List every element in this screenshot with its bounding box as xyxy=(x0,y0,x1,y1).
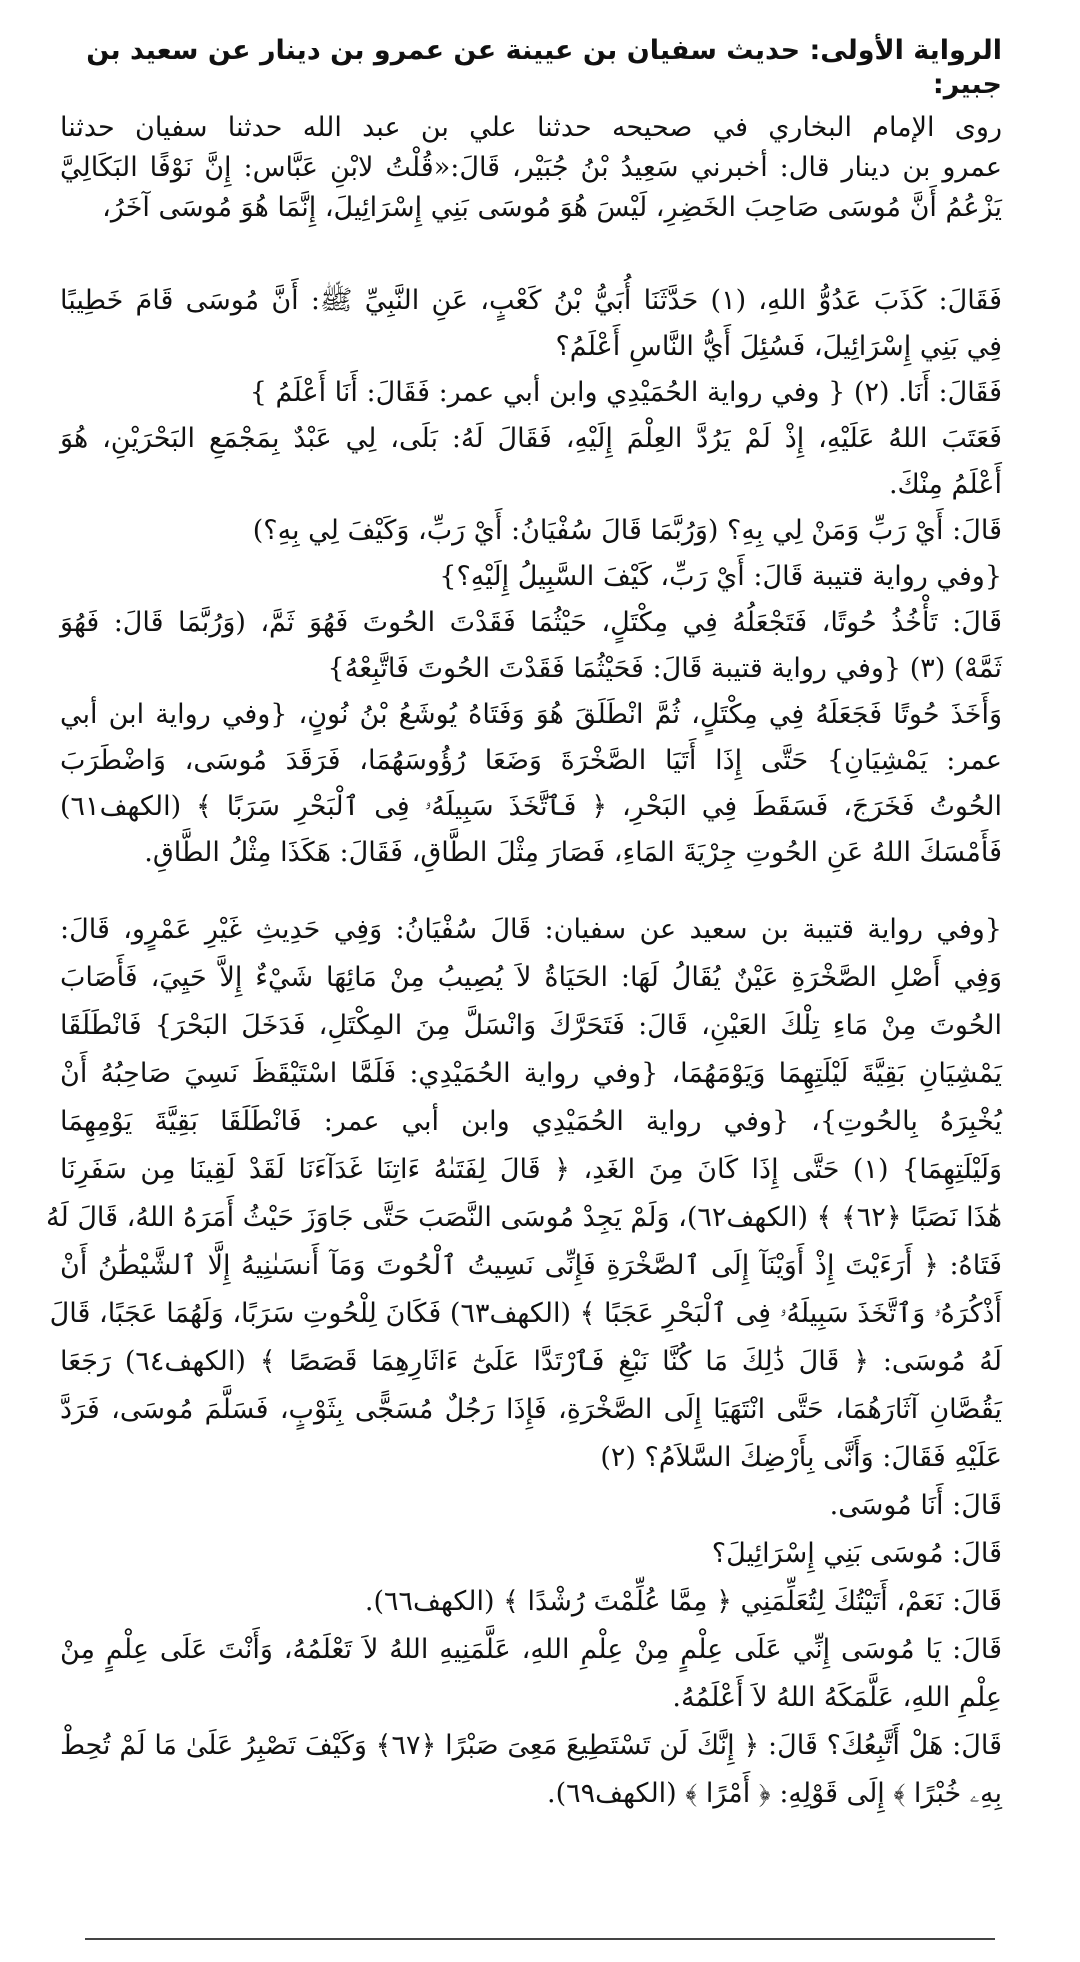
text-line: الحُوتُ فَخَرَجَ، فَسَقَطَ فِي البَحْرِ، ﴿ فَٱتَّخَذَ سَبِيلَهُۥ فِى ٱلْبَحْرِ سَرَبًا ﴾ (الكهف٦١) xyxy=(60,791,1002,822)
paragraph-gap xyxy=(60,876,1002,906)
text-line: أَعْلَمُ مِنْكَ. xyxy=(888,469,1002,500)
text-line: فَقَالَ: كَذَبَ عَدُوُّ اللهِ، (١) حَدَّثَنَا أُبَيُّ بْنُ كَعْبٍ، عَنِ النَّبِيِّ ﷺ: أَنَّ مُوسَى قَامَ خَطِيبًا xyxy=(60,285,1002,316)
text-line: فِي بَنِي إِسْرَائِيلَ، فَسُئِلَ أَيُّ النَّاسِ أَعْلَمُ؟ xyxy=(555,331,1002,362)
text-line: عمرو بن دينار قال: أخبرني سَعِيدُ بْنُ جُبَيْر، قَالَ:«قُلْتُ لابْنِ عَبَّاس: إِنَّ نَوْفًا البَكَالِيَّ xyxy=(60,152,1002,183)
text-line: فَعَتَبَ اللهُ عَلَيْهِ، إِذْ لَمْ يَرُدَّ العِلْمَ إِلَيْهِ، فَقَالَ لَهُ: بَلَى، لِي عَبْدٌ بِمَجْمَعِ البَحْرَيْنِ، هُوَ xyxy=(60,423,1002,454)
text-line: ثَمَّهْ) (٣) {وفي رواية قتيبة قَالَ: فَحَيْثُمَا فَقَدْتَ الحُوتَ فَاتَّبِعْهُ} xyxy=(327,653,1002,684)
text-line: فَقَالَ: أَنَا. (٢) { وفي رواية الحُمَيْدِي وابن أبي عمر: فَقَالَ: أَنَا أَعْلَمُ } xyxy=(249,377,1002,408)
text-line: يَقُصَّانِ آثَارَهُمَا، حَتَّى انْتَهَيَا إِلَى الصَّخْرَةِ، فَإِذَا رَجُلٌ مُسَجًّى بِثَوْبٍ، فَسَلَّمَ مُوسَى، فَرَدَّ xyxy=(60,1394,1002,1425)
text-line: {وفي رواية قتيبة بن سعيد عن سفيان: قَالَ سُفْيَانُ: وَفِي حَدِيثِ غَيْرِ عَمْرٍو، قَالَ: xyxy=(60,914,1002,945)
text-line: عَلَيْهِ فَقَالَ: وَأَنَّى بِأَرْضِكَ السَّلاَمُ؟ (٢) xyxy=(600,1442,1002,1473)
text-line: قَالَ: مُوسَى بَنِي إِسْرَائِيلَ؟ xyxy=(711,1538,1002,1569)
text-line: وَفِي أَصْلِ الصَّخْرَةِ عَيْنٌ يُقَالُ لَهَا: الحَيَاةُ لاَ يُصِيبُ مِنْ مَائِهَا شَيْءٌ إِلاَّ حَيِيَ، فَأَصَابَ xyxy=(60,962,1002,993)
paragraph-hadith-continued xyxy=(46,906,1002,1818)
text-line: فَتَاهُ: ﴿ أَرَءَيْتَ إِذْ أَوَيْنَآ إِلَى ٱلصَّخْرَةِ فَإِنِّى نَسِيتُ ٱلْحُوتَ وَمَآ أَنسَىٰنِيهُ إِلَّا ٱلشَّيْطَٰنُ أَنْ xyxy=(60,1250,1002,1281)
text-line: يُخْبِرَهُ بِالحُوتِ}، {وفي رواية الحُمَيْدِي وابن أبي عمر: فَانْطَلَقَا بَقِيَّةَ يَوْمِهِمَا xyxy=(60,1106,1002,1137)
text-line: عمر: يَمْشِيَانِ} حَتَّى إِذَا أَتَيَا الصَّخْرَةَ وَضَعَا رُؤُوسَهُمَا، فَرَقَدَ مُوسَى، وَاضْطَرَبَ xyxy=(60,745,1002,776)
text-line: هَٰذَا نَصَبًا ﴿٦٢﴾ ﴾ (الكهف٦٢)، وَلَمْ يَجِدْ مُوسَى النَّصَبَ حَتَّى جَاوَزَ حَيْثُ أَمَرَهُ اللهُ، قَالَ لَهُ xyxy=(46,1202,1002,1233)
text-line: بِهِۦ خُبْرًا ﴾ إِلَى قَوْلِهِ: ﴿ أَمْرًا ﴾ (الكهف٦٩). xyxy=(547,1778,1002,1809)
text-line: قَالَ: أَيْ رَبِّ وَمَنْ لِي بِهِ؟ (وَرُبَّمَا قَالَ سُفْيَانُ: أَيْ رَبِّ، وَكَيْفَ لِي بِهِ؟) xyxy=(252,515,1002,546)
text-line: {وفي رواية قتيبة قَالَ: أَيْ رَبِّ، كَيْفَ السَّبِيلُ إِلَيْهِ؟} xyxy=(439,561,1002,592)
text-line: عِلْمِ اللهِ، عَلَّمَكَهُ اللهُ لاَ أَعْلَمُهُ. xyxy=(672,1682,1002,1713)
page-bottom-rule xyxy=(85,1938,995,1940)
paragraph-intro xyxy=(60,108,1002,228)
text-line: يَمْشِيَانِ بَقِيَّةَ لَيْلَتِهِمَا وَيَوْمَهُمَا، {وفي رواية الحُمَيْدِي: فَلَمَّا اسْتَيْقَظَ نَسِيَ صَاحِبُهُ أَنْ xyxy=(60,1058,1002,1089)
text-line: روى الإمام البخاري في صحيحه حدثنا علي بن عبد الله حدثنا سفيان حدثنا xyxy=(60,112,1002,143)
text-line: قَالَ: تَأْخُذُ حُوتًا، فَتَجْعَلُهُ فِي مِكْتَلٍ، حَيْثُمَا فَقَدْتَ الحُوتَ فَهُوَ ثَمَّ، (وَرُبَّمَا قَالَ: فَهُوَ xyxy=(60,607,1002,638)
text-line: قَالَ: نَعَمْ، أَتَيْتُكَ لِتُعَلِّمَنِي ﴿ مِمَّا عُلِّمْتَ رُشْدًا ﴾ (الكهف٦٦). xyxy=(364,1586,1002,1617)
text-line: أَذْكُرَهُۥ وَٱتَّخَذَ سَبِيلَهُۥ فِى ٱلْبَحْرِ عَجَبًا ﴾ (الكهف٦٣) فَكَانَ لِلْحُوتِ سَرَبًا، وَلَهُمَا عَجَبًا، قَالَ xyxy=(49,1298,1002,1329)
text-line: الحُوتَ مِنْ مَاءِ تِلْكَ العَيْنِ، قَالَ: فَتَحَرَّكَ وَانْسَلَّ مِنَ المِكْتَلِ، فَدَخَلَ البَحْرَ} فَانْطَلَقَا xyxy=(60,1010,1002,1041)
text-line: يَزْعُمُ أَنَّ مُوسَى صَاحِبَ الخَضِرِ، لَيْسَ هُوَ مُوسَى بَنِي إِسْرَائِيلَ، إِنَّمَا هُوَ مُوسَى آخَرُ، xyxy=(102,192,1002,223)
text-line: لَهُ مُوسَى: ﴿ قَالَ ذَٰلِكَ مَا كُنَّا نَبْغِ فَٱرْتَدَّا عَلَىٰٓ ءَاثَارِهِمَا قَصَصًا ﴾ (الكهف٦٤) رَجَعَا xyxy=(60,1346,1002,1377)
paragraph-gap xyxy=(60,228,1002,278)
text-line: قَالَ: هَلْ أَتَّبِعُكَ؟ قَالَ: ﴿ إِنَّكَ لَن تَسْتَطِيعَ مَعِىَ صَبْرًا ﴿٦٧﴾ وَكَيْفَ تَصْبِرُ عَلَىٰ مَا لَمْ تُحِطْ xyxy=(60,1730,1002,1761)
text-line: وَأَخَذَ حُوتًا فَجَعَلَهُ فِي مِكْتَلٍ، ثُمَّ انْطَلَقَ هُوَ وَفَتَاهُ يُوشَعُ بْنُ نُونٍ، {وفي رواية ابن أبي xyxy=(60,699,1002,730)
text-line: فَأَمْسَكَ اللهُ عَنِ الحُوتِ جِرْيَةَ المَاءِ، فَصَارَ مِثْلَ الطَّاقِ، فَقَالَ: هَكَذَا مِثْلُ الطَّاقِ. xyxy=(144,837,1002,868)
text-line: وَلَيْلَتِهِمَا} (١) حَتَّى إِذَا كَانَ مِنَ الغَدِ، ﴿ قَالَ لِفَتَىٰهُ ءَاتِنَا غَدَآءَنَا لَقَدْ لَقِينَا مِن سَفَرِنَا xyxy=(60,1154,1002,1185)
text-line: قَالَ: أَنَا مُوسَى. xyxy=(829,1490,1002,1521)
section-heading: الرواية الأولى: حديث سفيان بن عيينة عن عمرو بن دينار عن سعيد بن جبير: xyxy=(86,35,1002,100)
paragraph-hadith-main xyxy=(60,278,1002,876)
text-line: قَالَ: يَا مُوسَى إِنِّي عَلَى عِلْمٍ مِنْ عِلْمِ اللهِ، عَلَّمَنِيهِ اللهُ لاَ تَعْلَمُهُ، وَأَنْتَ عَلَى عِلْمٍ مِنْ xyxy=(60,1634,1002,1665)
